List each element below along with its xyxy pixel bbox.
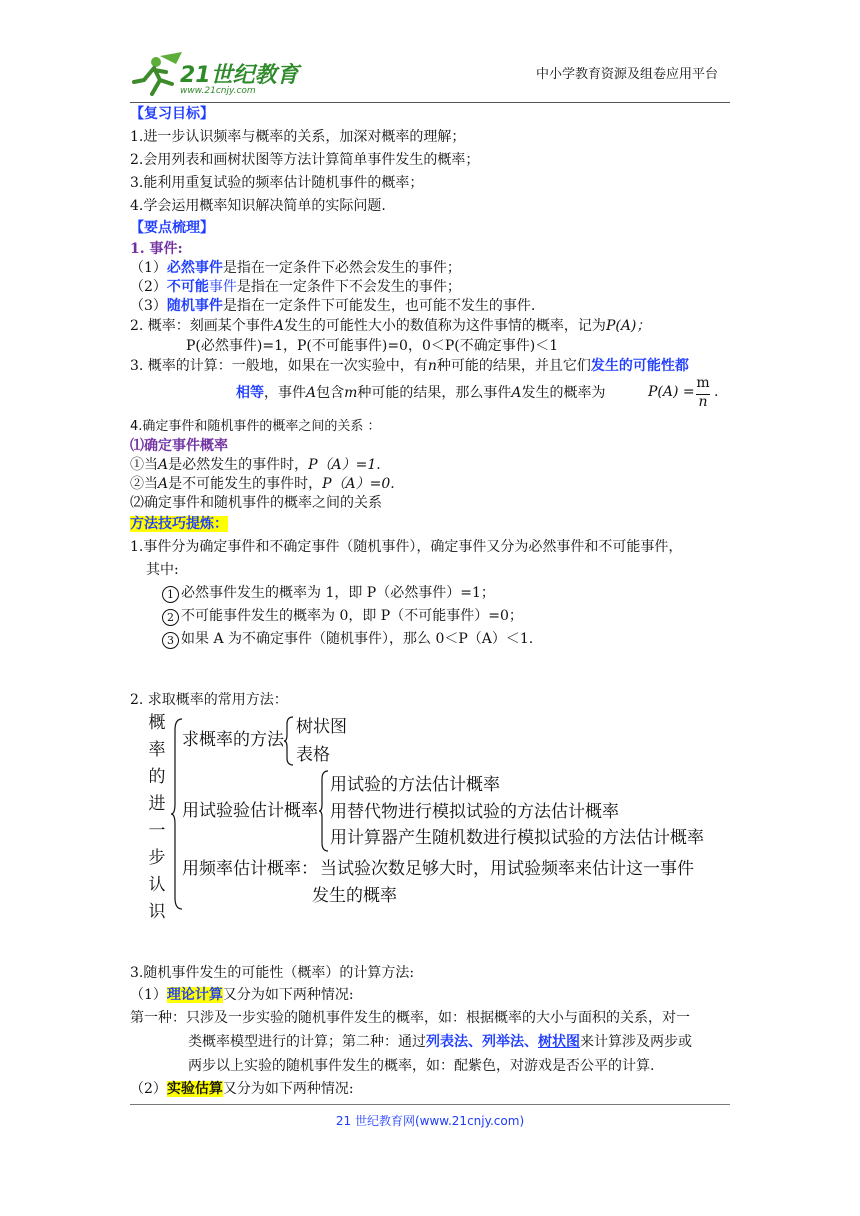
- footer-rule: [130, 1104, 730, 1105]
- section4-title: 4.确定事件和随机事件的概率之间的关系 ：: [130, 419, 381, 434]
- impossible-prob: [130, 474, 395, 494]
- theory-line-2a: 类概率模型进行的计算；第二种：通过: [188, 1034, 426, 1050]
- logo-text: 21世纪教育: [180, 63, 299, 88]
- branch-a-2: 表格: [296, 745, 330, 765]
- calc-pre: 3. 概率的计算：一般地，如果在一次实验中，有: [130, 358, 428, 374]
- formula-denominator: n: [698, 394, 708, 410]
- section4-sub2: ⑵确定事件和随机事件的概率之间的关系: [130, 495, 382, 511]
- calc-2a: ，事件: [264, 385, 306, 401]
- certain-prob-pre: ①当: [130, 457, 158, 473]
- calc-n: n: [427, 358, 437, 374]
- logo: [130, 50, 299, 102]
- goal-4: 4.学会运用概率知识解决简单的实际问题.: [130, 198, 386, 214]
- branch-b: 用试验验估计概率: [182, 801, 318, 821]
- probability-range: P(必然事件)=1，P(不可能事件)=0，0＜P(不确定事件)＜1: [186, 338, 559, 354]
- vertical-char-1: 概: [148, 713, 166, 733]
- key-points-title: [130, 218, 214, 238]
- header-rule: [130, 102, 730, 103]
- calc-2g: 发生的概率为: [521, 385, 606, 401]
- certain-prob-p: P（A）=1.: [308, 457, 381, 473]
- vertical-char-2: 率: [148, 740, 166, 760]
- method-item-2: [162, 606, 523, 626]
- branch-c: 用频率估计概率：: [182, 859, 318, 879]
- certain-prob-a: A: [158, 457, 169, 473]
- methods-title: [130, 514, 228, 534]
- vertical-char-7: 认: [148, 875, 166, 895]
- event-impossible-key2: 事件: [208, 279, 237, 295]
- calc-key2: 相等: [236, 385, 264, 401]
- goal-3: 3.能利用重复试验的频率估计随机事件的概率；: [130, 175, 424, 191]
- prob-def-pa: P(A)；: [605, 318, 651, 334]
- calc-2c: 包含: [316, 385, 345, 401]
- goal-1: 1.进一步认识频率与概率的关系，加深对概率的理解；: [130, 129, 466, 145]
- vertical-char-4: 进: [148, 794, 166, 814]
- vertical-char-5: 一: [148, 821, 166, 841]
- vertical-char-8: 识: [148, 902, 166, 922]
- prob-def-a: A: [273, 318, 284, 334]
- methods-3-title: 3.随机事件发生的可能性（概率）的计算方法:: [130, 965, 415, 981]
- method-item-3: [162, 629, 533, 649]
- impossible-prob-p: P（A）=0.: [322, 476, 395, 492]
- theory-calc-key: 理论计算: [166, 987, 223, 1003]
- impossible-prob-rest: 是不可能发生的事件时，: [168, 476, 323, 492]
- branch-b-3: 用计算器产生随机数进行模拟试验的方法估计概率: [330, 828, 704, 848]
- calc-key: 发生的可能性都: [590, 358, 689, 374]
- experiment-estimate-pre: （2）: [130, 1081, 167, 1097]
- theory-calc-pre: （1）: [130, 987, 167, 1003]
- formula-lhs: P(A) =: [648, 384, 695, 400]
- circle-num-2: 2: [162, 609, 179, 626]
- theory-line-2b: 来计算涉及两步或: [580, 1034, 692, 1050]
- branch-b-1: 用试验的方法估计概率: [330, 775, 500, 795]
- branch-c-2: 发生的概率: [312, 886, 397, 906]
- probability-calc-line1: [130, 356, 689, 376]
- theory-line-2-key: 列表法、列举法、: [426, 1034, 538, 1050]
- circle-num-3: 3: [162, 632, 179, 649]
- event-impossible: [130, 277, 461, 297]
- event-certain-key: 必然事件: [166, 260, 223, 276]
- impossible-prob-pre: ②当: [130, 476, 158, 492]
- theory-line-3: 两步以上实验的随机事件发生的概率，如：配紫色，对游戏是否公平的计算.: [188, 1058, 655, 1074]
- theory-line-1: 第一种：只涉及一步实验的随机事件发生的概率，如：根据概率的大小与面积的关系，对一: [130, 1010, 690, 1026]
- event-certain-rest: 是指在一定条件下必然会发生的事件；: [222, 260, 461, 276]
- method-item-3-text: 如果 A 为不确定事件（随机事件），那么 0＜P（A）＜1.: [181, 631, 534, 647]
- method-item-1: [162, 583, 495, 603]
- method-item-2-text: 不可能事件发生的概率为 0，即 P（不可能事件）=0；: [181, 608, 523, 624]
- event-random: [130, 296, 535, 316]
- experiment-estimate: [130, 1079, 354, 1099]
- vertical-char-3: 的: [148, 767, 166, 787]
- section4-sub1: ⑴确定事件概率: [130, 438, 228, 454]
- certain-prob: [130, 455, 381, 475]
- event-impossible-pre: （2）: [130, 279, 167, 295]
- formula-numerator: m: [696, 375, 710, 391]
- calc-2e: 种可能的结果，那么事件: [357, 385, 512, 401]
- review-goals-title: [130, 104, 214, 124]
- circle-num-1: 1: [162, 586, 179, 603]
- logo-url: www.21cnjy.com: [180, 86, 256, 96]
- event-certain: [130, 258, 461, 278]
- calc-2f: A: [511, 385, 522, 401]
- theory-line-2-key2: 树状图: [538, 1034, 580, 1050]
- probability-calc-line2: [236, 383, 606, 403]
- vertical-char-6: 步: [148, 848, 166, 868]
- theory-calc: [130, 985, 354, 1005]
- branch-c-1: 当试验次数足够大时，用试验频率来估计这一事件: [320, 859, 694, 879]
- calc-2d: m: [344, 385, 358, 401]
- footer-text: 21 世纪教育网(www.21cnjy.com): [335, 1114, 525, 1128]
- brace-a: [283, 716, 295, 766]
- event-random-key: 随机事件: [166, 298, 223, 314]
- header-right: 中小学教育资源及组卷应用平台: [536, 67, 719, 82]
- experiment-estimate-key: 实验估算: [166, 1081, 223, 1097]
- calc-2b: A: [306, 385, 317, 401]
- method-item-1-text: 必然事件发生的概率为 1，即 P（必然事件）=1；: [181, 585, 495, 601]
- branch-a-1: 树状图: [296, 717, 347, 737]
- event-random-pre: （3）: [130, 298, 167, 314]
- event-impossible-key: 不可能: [166, 279, 209, 295]
- branch-b-2: 用替代物进行模拟试验的方法估计概率: [330, 802, 619, 822]
- prob-def-pre: 2. 概率：刻画某个事件: [130, 318, 274, 334]
- key-points-title-text: 【要点梳理】: [130, 220, 214, 236]
- methods-2-title: 2. 求取概率的常用方法：: [130, 692, 288, 708]
- experiment-estimate-rest: 又分为如下两种情况:: [222, 1081, 354, 1097]
- goal-2: 2.会用列表和画树状图等方法计算简单事件发生的概率；: [130, 152, 480, 168]
- probability-definition: [130, 316, 650, 336]
- event-impossible-rest: 是指在一定条件下不会发生的事件；: [236, 279, 461, 295]
- methods-title-text: 方法技巧提炼：: [130, 516, 228, 532]
- brace-b: [318, 770, 330, 852]
- theory-calc-rest: 又分为如下两种情况:: [222, 987, 354, 1003]
- events-heading: 1. 事件:: [130, 241, 183, 257]
- calc-mid: 种可能的结果，并且它们: [436, 358, 591, 374]
- theory-line-2: [188, 1032, 692, 1052]
- review-goals-title-text: 【复习目标】: [130, 106, 214, 122]
- methods-line2: 其中:: [146, 562, 179, 578]
- branch-a: 求概率的方法: [182, 730, 284, 750]
- prob-def-rest: 发生的可能性大小的数值称为这件事情的概率，记为: [283, 318, 606, 334]
- event-random-rest: 是指在一定条件下可能发生，也可能不发生的事件.: [222, 298, 536, 314]
- certain-prob-rest: 是必然发生的事件时，: [168, 457, 309, 473]
- methods-line1: 1.事件分为确定事件和不确定事件（随机事件），确定事件又分为必然事件和不可能事件，: [130, 539, 683, 555]
- impossible-prob-a: A: [158, 476, 169, 492]
- event-certain-pre: （1）: [130, 260, 167, 276]
